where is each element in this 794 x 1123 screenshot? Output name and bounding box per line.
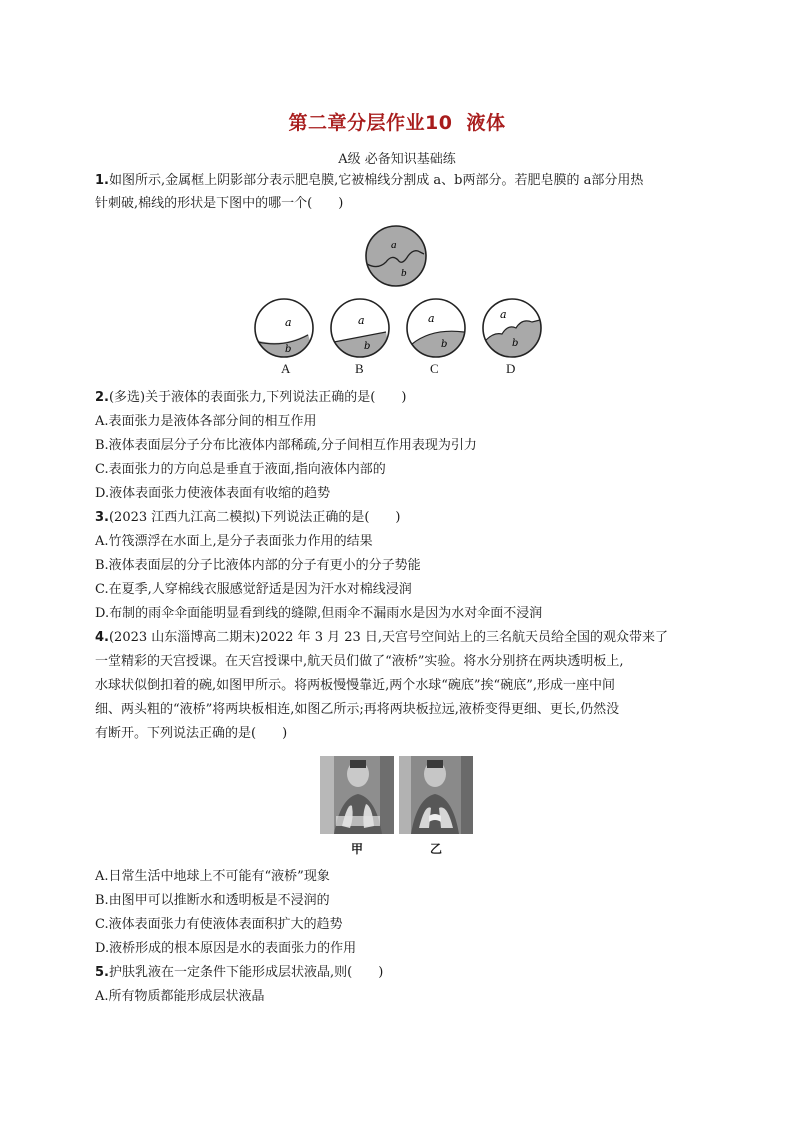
svg-text:a: a <box>428 312 435 325</box>
page-title <box>0 108 794 135</box>
soap-film <box>364 224 428 288</box>
svg-text:b: b <box>441 339 448 350</box>
svg-text:b: b <box>512 338 519 349</box>
q1-option-a-label: A <box>281 361 291 376</box>
q4-line5: 有断开。下列说法正确的是( ) <box>95 726 288 741</box>
q4-line4: 细、两头粗的“液桥”将两块板相连,如图乙所示;再将两块板拉远,液桥变得更细、更长,仍然没 <box>95 702 620 717</box>
q1-option-b-label: B <box>355 361 364 376</box>
svg-text:a: a <box>500 308 507 321</box>
q1-option-d-label: D <box>506 361 516 376</box>
q3-option-a: A.竹筏漂浮在水面上,是分子表面张力作用的结果 <box>95 534 373 549</box>
photo-jia <box>320 756 394 834</box>
title-main: 第二章分层作业10 <box>288 112 453 134</box>
q1-option-b-figure <box>328 298 392 360</box>
q1-option-d-figure <box>480 298 544 360</box>
svg-text:b: b <box>285 344 292 355</box>
q5-stem: 5.护肤乳液在一定条件下能形成层状液晶,则( ) <box>95 965 384 980</box>
q1-option-c-figure <box>404 298 468 360</box>
q2-stem: 2.(多选)关于液体的表面张力,下列说法正确的是( ) <box>95 390 407 405</box>
q2-option-b: B.液体表面层分子分布比液体内部稀疏,分子间相互作用表现为引力 <box>95 438 477 453</box>
q5-option-a: A.所有物质都能形成层状液晶 <box>95 989 265 1004</box>
svg-text:a: a <box>358 314 365 327</box>
section-heading: A级 必备知识基础练 <box>338 152 456 167</box>
q1-line1: 1.如图所示,金属框上阴影部分表示肥皂膜,它被棉线分割成 a、b两部分。若肥皂膜的 a部分用热 <box>95 173 644 188</box>
q3-stem: 3.(2023 江西九江高二模拟)下列说法正确的是( ) <box>95 510 401 525</box>
q1-number: 1. <box>95 173 109 188</box>
q4-option-c: C.液体表面张力有使液体表面积扩大的趋势 <box>95 917 343 932</box>
q3-option-b: B.液体表面层的分子比液体内部的分子有更小的分子势能 <box>95 558 421 573</box>
q4-line3: 水球状似倒扣着的碗,如图甲所示。将两板慢慢靠近,两个水球“碗底”挨“碗底”,形成一座中间 <box>95 678 615 693</box>
q2-option-c: C.表面张力的方向总是垂直于液面,指向液体内部的 <box>95 462 386 477</box>
svg-text:b: b <box>401 267 407 279</box>
caption-jia: 甲 <box>351 842 364 856</box>
q1-option-c-label: C <box>430 361 439 376</box>
svg-text:a: a <box>285 316 292 329</box>
q2-option-a: A.表面张力是液体各部分间的相互作用 <box>95 414 317 429</box>
photo-yi <box>399 756 473 834</box>
q1-option-a-figure <box>252 298 316 360</box>
q3-option-c: C.在夏季,人穿棉线衣服感觉舒适是因为汗水对棉线浸润 <box>95 582 412 597</box>
q4-option-d: D.液桥形成的根本原因是水的表面张力的作用 <box>95 941 357 956</box>
q4-option-a: A.日常生活中地球上不可能有“液桥”现象 <box>95 869 330 884</box>
q1-main-figure <box>364 224 428 288</box>
caption-yi: 乙 <box>430 842 443 856</box>
q4-line2: 一堂精彩的天宫授课。在天宫授课中,航天员们做了“液桥”实验。将水分别挤在两块透明板上, <box>95 654 624 669</box>
q1-line2: 针刺破,棉线的形状是下图中的哪一个( ) <box>95 196 344 211</box>
q4-line1: 4.(2023 山东淄博高二期末)2022 年 3 月 23 日,天宫号空间站上的三名航天员给全国的观众带来了 <box>95 630 669 645</box>
q4-option-b: B.由图甲可以推断水和透明板是不浸润的 <box>95 893 330 908</box>
svg-text:b: b <box>364 341 371 352</box>
svg-text:a: a <box>391 239 397 251</box>
q3-option-d: D.布制的雨伞伞面能明显看到线的缝隙,但雨伞不漏雨水是因为水对伞面不浸润 <box>95 606 543 621</box>
title-sub: 液体 <box>466 112 506 134</box>
q2-option-d: D.液体表面张力使液体表面有收缩的趋势 <box>95 486 331 501</box>
